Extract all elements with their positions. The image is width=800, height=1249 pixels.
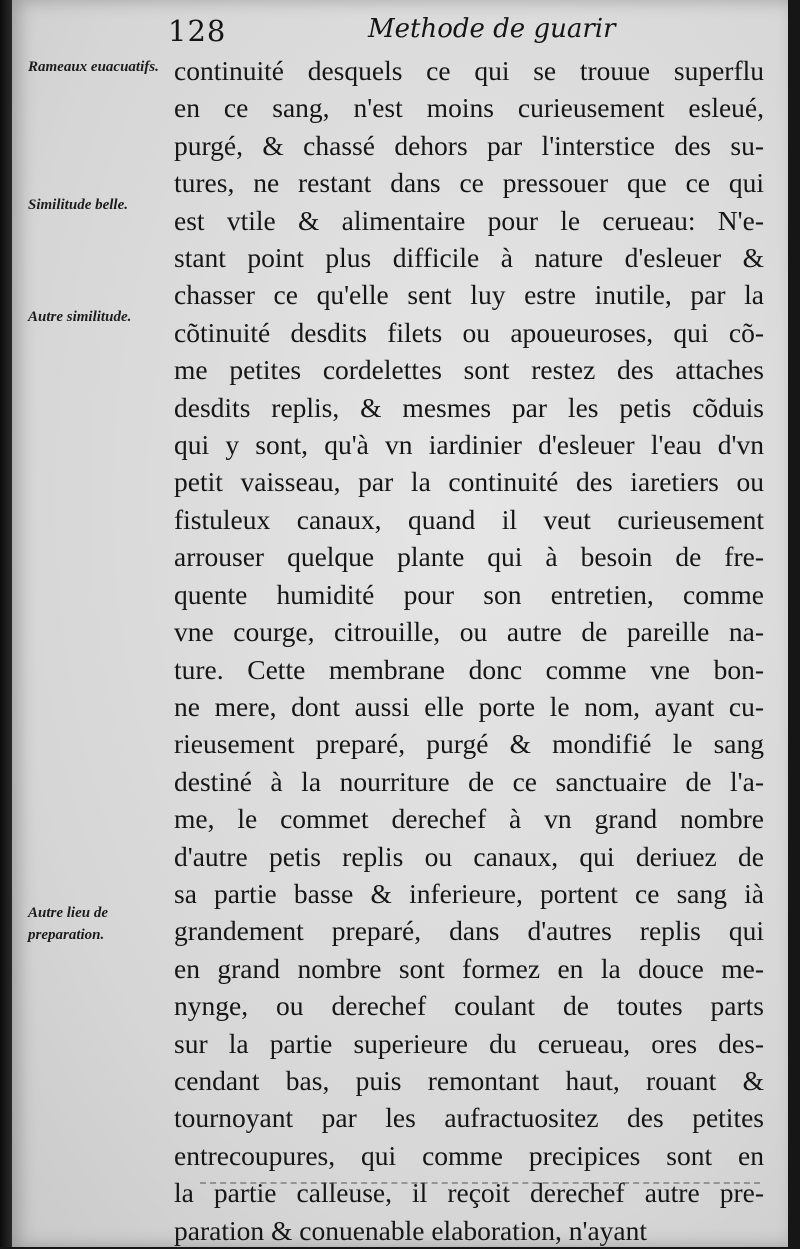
margin-note: Autre similitude. [28, 309, 132, 325]
text-line: quente humidité pour son entretien, comme [174, 578, 764, 610]
bottom-rule [200, 1182, 760, 1185]
text-line: continuité desquels ce qui se trouue superflu [174, 55, 764, 86]
text-line: purgé, & chassé dehors par l'interstice des su- [174, 129, 764, 161]
text-line: sa partie basse & inferieure, portent ce sang ià [174, 877, 764, 909]
margin-note: Autre lieu de preparation. [28, 905, 109, 943]
binding-shadow [0, 0, 12, 1247]
text-line: chasser ce qu'elle sent luy estre inutile, par la [174, 279, 764, 311]
text-line: desdits replis, & mesmes par les petis cõduis [174, 391, 764, 423]
text-line: paration & conuenable elaboration, n'ayant [174, 1214, 648, 1246]
text-line: sur la partie superieure du cerueau, ores des- [174, 1027, 764, 1059]
text-line: qui y sont, qu'à vn iardinier d'esleuer l'eau d'vn [174, 429, 764, 461]
running-title: Methode de guarir [368, 14, 616, 44]
text-line: d'autre petis replis ou canaux, qui deriuez de [174, 840, 764, 872]
text-line: destiné à la nourriture de ce sanctuaire de l'a- [174, 765, 764, 797]
text-line: entrecoupures, qui comme precipices sont en [174, 1139, 764, 1171]
page-header [0, 8, 800, 48]
text-line: vne courge, citrouille, ou autre de pareille na- [174, 616, 764, 648]
text-line: me petites cordelettes sont restez des attaches [174, 354, 764, 386]
text-line: cendant bas, puis remontant haut, rouant & [174, 1064, 764, 1096]
margin-note: Rameaux euacuatifs. [28, 59, 159, 75]
text-line: la partie calleuse, il reçoit derechef autre pre- [174, 1177, 764, 1209]
text-line: tures, ne restant dans ce pressouer que ce qui [174, 167, 764, 199]
text-line: en grand nombre sont formez en la douce me- [174, 952, 764, 984]
margin-note: Similitude belle. [28, 197, 128, 213]
text-line: fistuleux canaux, quand il veut curieusement [174, 503, 764, 535]
body-text [174, 52, 764, 1249]
text-line: grandement preparé, dans d'autres replis qui [174, 915, 764, 947]
text-line: nynge, ou derechef coulant de toutes parts [174, 990, 764, 1022]
text-line: en ce sang, n'est moins curieusement esleué, [174, 92, 764, 124]
text-line: petit vaisseau, par la continuité des iaretiers ou [174, 466, 764, 498]
text-line: me, le commet derechef à vn grand nombre [174, 803, 764, 835]
text-line: cõtinuité desdits filets ou apoueuroses, qui cõ- [174, 316, 764, 348]
text-line: stant point plus difficile à nature d'esleuer & [174, 242, 764, 274]
text-line: tournoyant par les aufractuositez des petites [174, 1102, 764, 1134]
text-line: arrouser quelque plante qui à besoin de fre- [174, 541, 764, 573]
text-line: rieusement preparé, purgé & mondifié le sang [174, 728, 764, 760]
text-line: ture. Cette membrane donc comme vne bon- [174, 653, 764, 685]
text-line: ne mere, dont aussi elle porte le nom, ayant cu- [174, 690, 764, 722]
page-number: 128 [168, 14, 227, 48]
text-line: est vtile & alimentaire pour le cerueau: N'e- [174, 204, 764, 236]
